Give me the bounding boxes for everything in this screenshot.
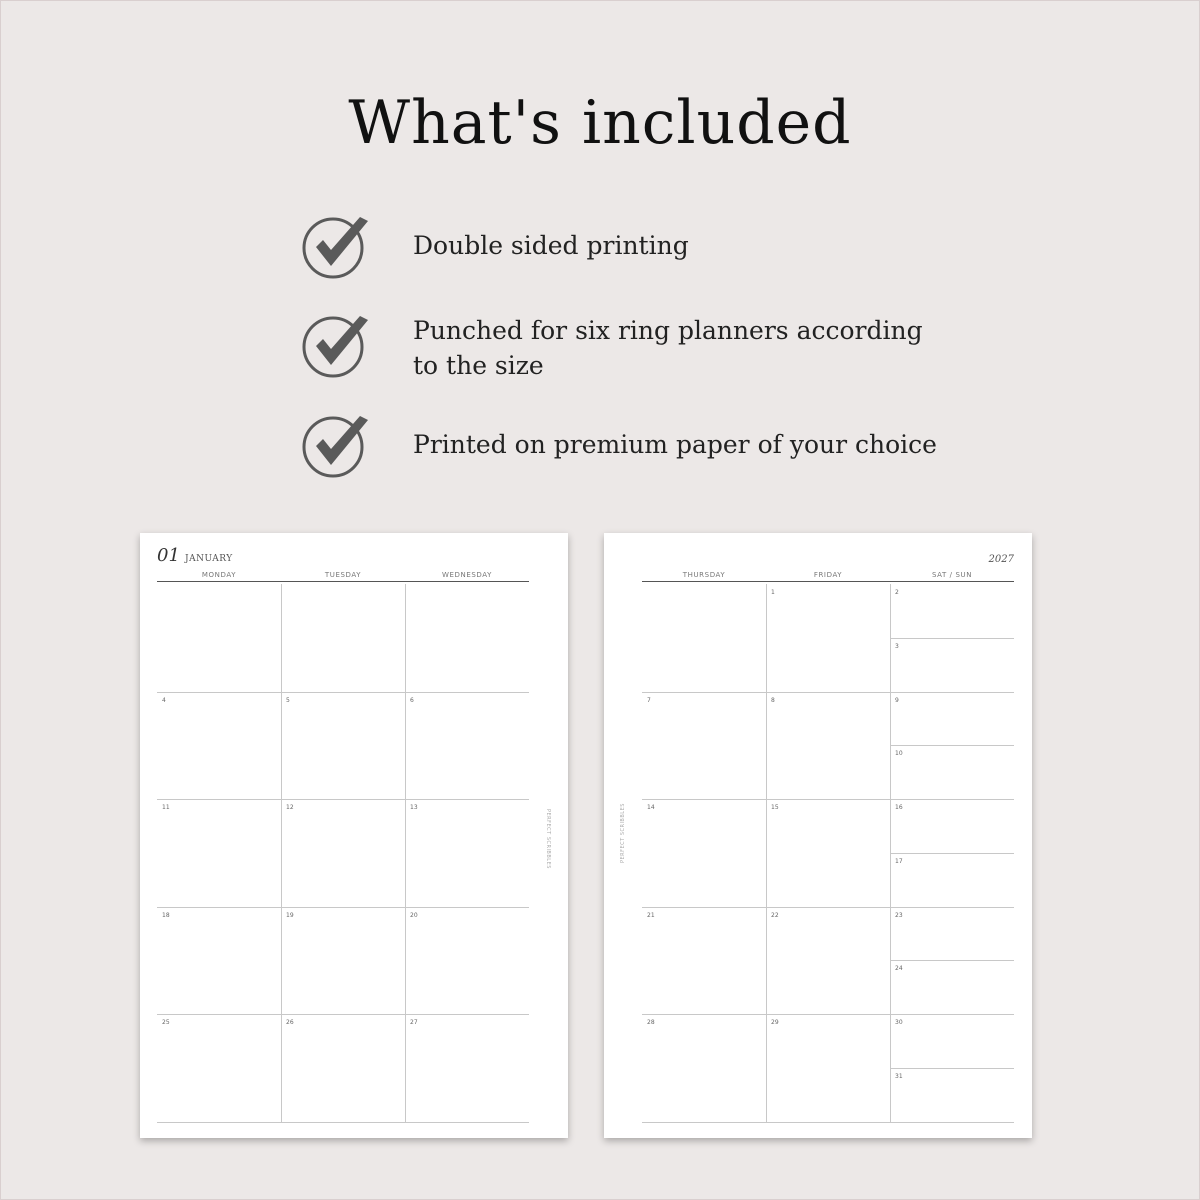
week-divider — [642, 692, 1014, 693]
week-divider — [157, 799, 529, 800]
week-divider — [157, 1014, 529, 1015]
date-number: 2 — [895, 589, 899, 596]
date-number: 5 — [286, 696, 290, 704]
weekend-split-line — [890, 745, 1014, 746]
date-number: 24 — [895, 965, 903, 973]
week-divider — [157, 907, 529, 908]
date-number: 7 — [647, 696, 651, 704]
feature-text — [413, 427, 937, 462]
date-number: 29 — [771, 1019, 779, 1026]
feature-text-line: Printed on premium paper of your choice — [413, 430, 937, 459]
feature-text — [413, 228, 689, 263]
date-number: 21 — [647, 911, 655, 919]
check-circle-icon — [300, 313, 372, 379]
date-number: 9 — [895, 696, 899, 704]
check-circle-icon — [300, 214, 372, 280]
brand-label: PERFECT SCRIBBLES — [620, 803, 626, 863]
feature-text — [413, 313, 923, 383]
feature-item — [300, 413, 1000, 493]
feature-item — [300, 214, 1000, 294]
date-number: 10 — [895, 750, 903, 758]
date-number: 18 — [162, 911, 170, 919]
date-number: 22 — [771, 911, 779, 919]
weekend-split-line — [890, 638, 1014, 639]
weekend-split-line — [890, 1068, 1014, 1069]
check-circle-icon — [300, 413, 372, 479]
day-header: THURSDAY — [682, 571, 726, 579]
date-number: 3 — [895, 642, 899, 650]
column-divider — [405, 584, 406, 1122]
day-header: TUESDAY — [324, 571, 362, 579]
date-number: 4 — [162, 696, 166, 704]
weekend-split-line — [890, 853, 1014, 854]
date-number: 30 — [895, 1019, 903, 1026]
date-number: 23 — [895, 911, 903, 919]
date-number: 19 — [286, 911, 294, 919]
date-number: 8 — [771, 696, 775, 704]
week-divider — [642, 1014, 1014, 1015]
header-rule — [157, 581, 529, 582]
week-divider — [642, 907, 1014, 908]
brand-label: PERFECT SCRIBBLES — [545, 809, 551, 869]
planner-page-right — [604, 533, 1032, 1138]
date-number: 13 — [410, 804, 418, 811]
date-number: 26 — [286, 1019, 294, 1026]
date-number: 28 — [647, 1019, 655, 1026]
year-label: 2027 — [988, 554, 1014, 565]
date-number: 12 — [286, 804, 294, 811]
feature-text-line: Punched for six ring planners according — [413, 316, 923, 345]
weekend-split-line — [890, 960, 1014, 961]
feature-text-line: to the size — [413, 351, 544, 380]
week-divider — [642, 799, 1014, 800]
date-number: 16 — [895, 804, 903, 811]
date-number: 11 — [162, 804, 170, 811]
date-number: 20 — [410, 911, 418, 919]
date-number: 15 — [771, 804, 779, 811]
month-number: 01 — [157, 545, 180, 566]
day-header: SAT / SUN — [931, 571, 973, 579]
column-divider — [766, 584, 767, 1122]
day-header: MONDAY — [201, 571, 237, 579]
page-title: What's included — [348, 88, 852, 158]
day-header: FRIDAY — [813, 571, 843, 579]
day-header: WEDNESDAY — [441, 571, 493, 579]
week-divider — [642, 1122, 1014, 1123]
week-divider — [157, 1122, 529, 1123]
feature-item — [300, 313, 1000, 393]
date-number: 17 — [895, 857, 903, 865]
header-rule — [642, 581, 1014, 582]
month-name: JANUARY — [185, 554, 233, 564]
week-divider — [157, 692, 529, 693]
planner-page-left — [140, 533, 568, 1138]
date-number: 25 — [162, 1019, 170, 1026]
date-number: 14 — [647, 804, 655, 811]
date-number: 31 — [895, 1072, 903, 1080]
date-number: 1 — [771, 589, 775, 596]
date-number: 6 — [410, 696, 414, 704]
date-number: 27 — [410, 1019, 418, 1026]
column-divider — [281, 584, 282, 1122]
feature-text-line: Double sided printing — [413, 231, 689, 260]
